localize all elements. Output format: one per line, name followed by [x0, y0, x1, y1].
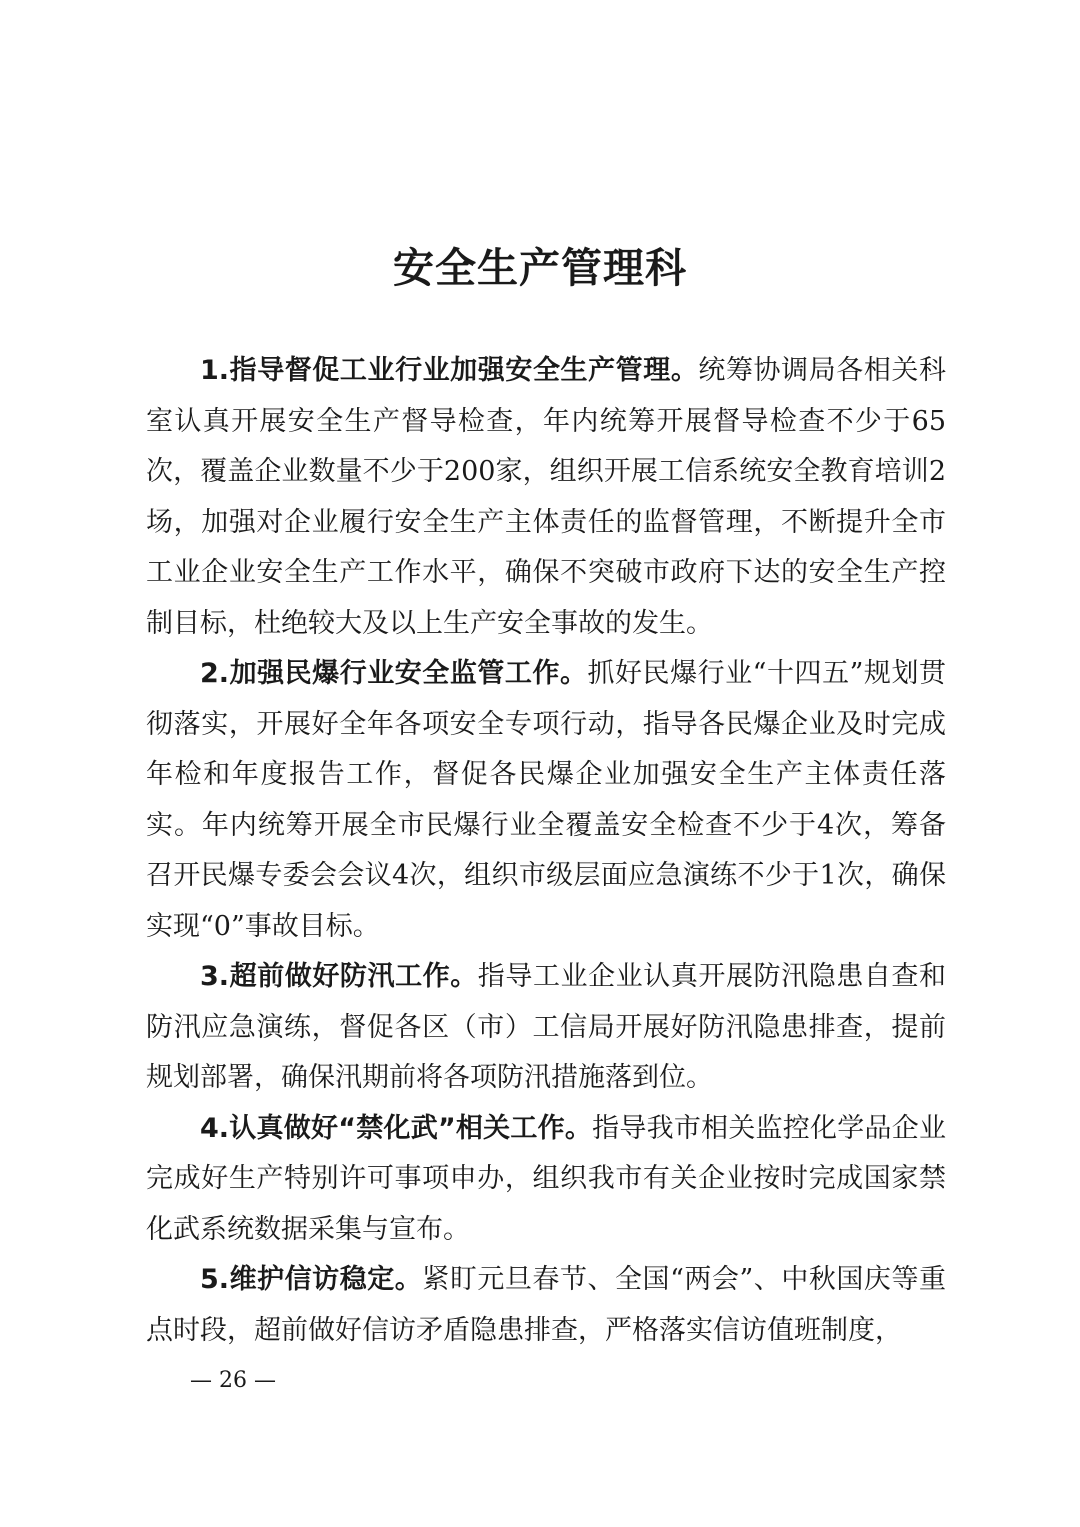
- paragraph-4: [146, 1104, 946, 1256]
- paragraph-5: [146, 1255, 946, 1356]
- paragraph-1: [146, 346, 946, 649]
- paragraph-text: 指导我市相关监控化学品企业完成好生产特别许可事项申办，组织我市有关企业按时完成国家禁化武系统数据采集与宣布。: [146, 1112, 946, 1245]
- paragraph-3: [146, 952, 946, 1104]
- paragraph-2: [146, 649, 946, 952]
- paragraph-heading: 5.维护信访稳定。: [200, 1264, 423, 1295]
- page-title: 安全生产管理科: [393, 244, 687, 292]
- paragraph-text: 指导工业企业认真开展防汛隐患自查和防汛应急演练，督促各区（市）工信局开展好防汛隐患排查，提前规划部署，确保汛期前将各项防汛措施落到位。: [146, 961, 946, 1093]
- paragraph-heading: 1.指导督促工业行业加强安全生产管理。: [200, 355, 699, 386]
- paragraph-text: 紧盯元旦春节、全国“两会”、中秋国庆等重点时段，超前做好信访矛盾隐患排查，严格落实信访值班制度，: [146, 1264, 946, 1346]
- paragraph-text: 抓好民爆行业“十四五”规划贯彻落实，开展好全年各项安全专项行动，指导各民爆企业及时完成年检和年度报告工作，督促各民爆企业加强安全生产主体责任落实。年内统筹开展全市民爆行业全覆盖安全检查不少于4次，筹备召开民爆专委会会议4次，组织市级层面应急演练不少于1次，确保实现“0”事故目标。: [146, 658, 946, 942]
- paragraph-heading: 3.超前做好防汛工作。: [200, 961, 478, 992]
- paragraph-text: 统筹协调局各相关科室认真开展安全生产督导检查，年内统筹开展督导检查不少于65次，覆盖企业数量不少于200家，组织开展工信系统安全教育培训2场，加强对企业履行安全生产主体责任的监督管理，不断提升全市工业企业安全生产工作水平，确保不突破市政府下达的安全生产控制目标，杜绝较大及以上生产安全事故的发生。: [146, 355, 947, 639]
- document-body: [146, 346, 946, 1356]
- page-number: — 26 —: [190, 1368, 276, 1393]
- paragraph-heading: 4.认真做好“禁化武”相关工作。: [200, 1112, 593, 1144]
- paragraph-heading: 2.加强民爆行业安全监管工作。: [200, 658, 588, 689]
